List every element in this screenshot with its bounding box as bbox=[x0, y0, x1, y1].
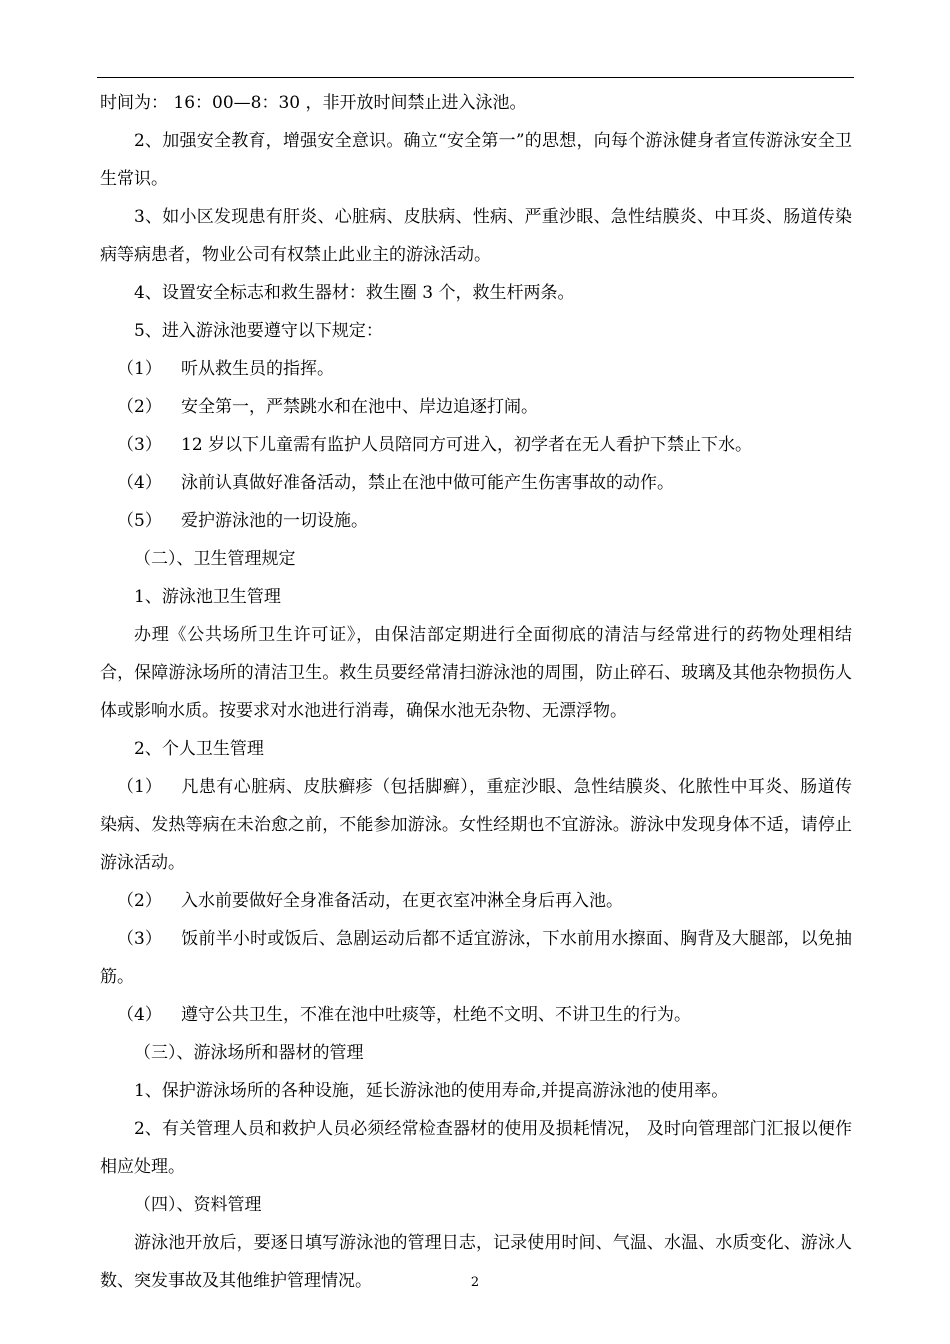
disease-restriction-item: 3、如小区发现患有肝炎、心脏病、皮肤病、性病、严重沙眼、急性结膜炎、中耳炎、肠道传染病等病患者，物业公司有权禁止此业主的游泳活动。 bbox=[100, 207, 852, 265]
rule-text: 遵守公共卫生，不准在池中吐痰等，杜绝不文明、不讲卫生的行为。 bbox=[181, 1005, 691, 1025]
section-heading-records: （四）、资料管理 bbox=[134, 1195, 262, 1215]
page-number: 2 bbox=[470, 1275, 480, 1290]
safety-education-item: 2、加强安全教育，增强安全意识。确立“安全第一”的思想，向每个游泳健身者宣传游泳安全卫生常识。 bbox=[100, 131, 852, 189]
hygiene-rule-item bbox=[100, 768, 852, 882]
personal-hygiene-heading: 2、个人卫生管理 bbox=[134, 739, 264, 759]
pool-hygiene-body: 办理《公共场所卫生许可证》，由保洁部定期进行全面彻底的清洁与经常进行的药物处理相结合，保障游泳场所的清洁卫生。救生员要经常清扫游泳池的周围，防止碎石、玻璃及其他杂物损伤人体或影响水质。按要求对水池进行消毒，确保水池无杂物、无漂浮物。 bbox=[100, 625, 852, 721]
rule-number: （2） bbox=[117, 397, 162, 417]
facilities-protection-item: 1、保护游泳场所的各种设施，延长游泳池的使用寿命,并提高游泳池的使用率。 bbox=[134, 1081, 729, 1101]
hygiene-rule-item bbox=[100, 996, 852, 1034]
pool-rule-item bbox=[100, 426, 852, 464]
pool-rule-item bbox=[100, 388, 852, 426]
rule-number: （3） bbox=[117, 929, 162, 949]
rule-number: （1） bbox=[117, 359, 162, 379]
rule-text: 泳前认真做好准备活动，禁止在池中做可能产生伤害事故的动作。 bbox=[181, 473, 674, 493]
hygiene-rule-item bbox=[100, 882, 852, 920]
section-heading-hygiene: （二）、卫生管理规定 bbox=[134, 549, 296, 569]
equipment-inspection-item: 2、有关管理人员和救护人员必须经常检查器材的使用及损耗情况， 及时向管理部门汇报以便作相应处理。 bbox=[100, 1119, 852, 1177]
safety-equipment-item: 4、设置安全标志和救生器材：救生圈 3 个，救生杆两条。 bbox=[134, 283, 575, 303]
opening-hours-line: 时间为： 16：00—8：30 ，非开放时间禁止进入泳池。 bbox=[100, 93, 527, 113]
rule-number: （4） bbox=[117, 473, 162, 493]
rule-text: 安全第一，严禁跳水和在池中、岸边追逐打闹。 bbox=[181, 397, 538, 417]
rule-text: 爱护游泳池的一切设施。 bbox=[181, 511, 368, 531]
section-heading-facilities: （三）、游泳场所和器材的管理 bbox=[134, 1043, 364, 1063]
pool-rule-item bbox=[100, 502, 852, 540]
header-rule bbox=[97, 77, 854, 78]
pool-rule-item bbox=[100, 350, 852, 388]
rule-number: （5） bbox=[117, 511, 162, 531]
rule-number: （2） bbox=[117, 891, 162, 911]
rule-text: 听从救生员的指挥。 bbox=[181, 359, 334, 379]
rule-number: （3） bbox=[117, 435, 162, 455]
records-body: 游泳池开放后，要逐日填写游泳池的管理日志，记录使用时间、气温、水温、水质变化、游泳人数、突发事故及其他维护管理情况。 bbox=[100, 1233, 852, 1291]
rule-text: 凡患有心脏病、皮肤癣疹（包括脚癣），重症沙眼、急性结膜炎、化脓性中耳炎、肠道传染病、发热等病在未治愈之前，不能参加游泳。女性经期也不宜游泳。游泳中发现身体不适，请停止游泳活动。 bbox=[100, 777, 852, 873]
pool-rules-heading: 5、进入游泳池要遵守以下规定： bbox=[134, 321, 383, 341]
rule-text: 饭前半小时或饭后、急剧运动后都不适宜游泳，下水前用水擦面、胸背及大腿部，以免抽筋。 bbox=[100, 929, 852, 987]
rule-number: （4） bbox=[117, 1005, 162, 1025]
pool-rule-item bbox=[100, 464, 852, 502]
rule-number: （1） bbox=[117, 777, 162, 797]
pool-hygiene-heading: 1、游泳池卫生管理 bbox=[134, 587, 281, 607]
rule-text: 12 岁以下儿童需有监护人员陪同方可进入，初学者在无人看护下禁止下水。 bbox=[181, 435, 753, 455]
document-body bbox=[100, 84, 852, 1300]
hygiene-rule-item bbox=[100, 920, 852, 996]
rule-text: 入水前要做好全身准备活动，在更衣室冲淋全身后再入池。 bbox=[181, 891, 623, 911]
